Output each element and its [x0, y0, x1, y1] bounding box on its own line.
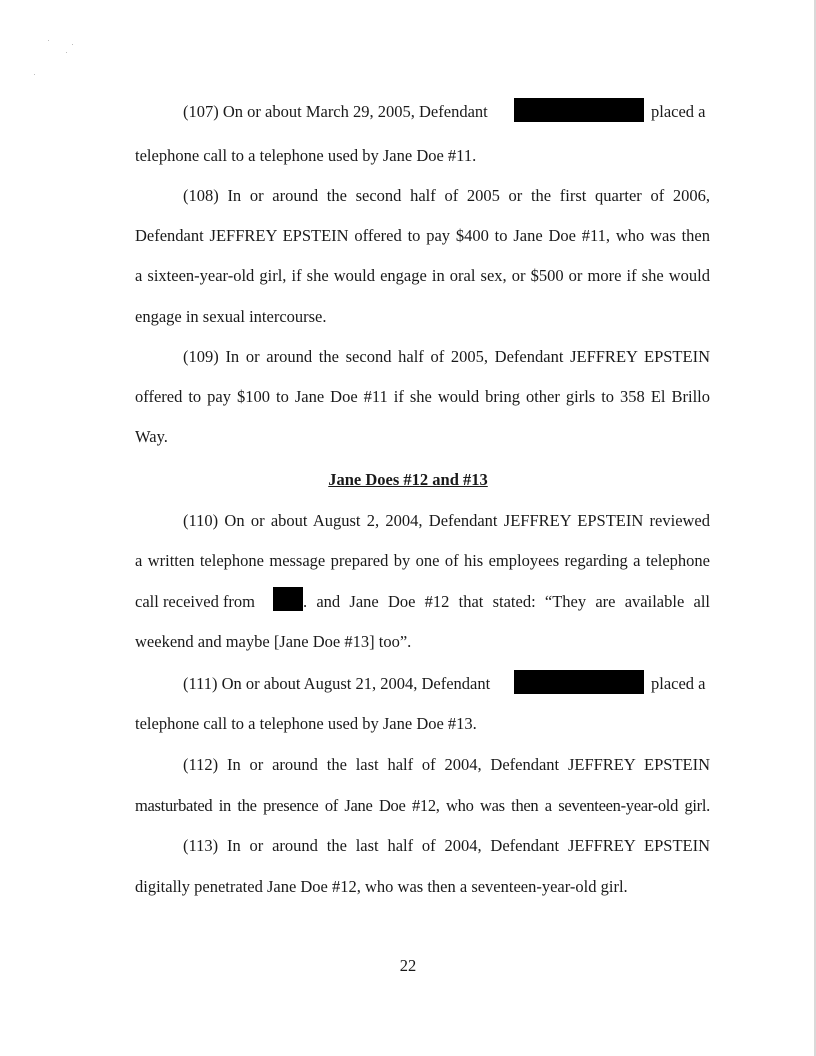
paragraph-number: (109): [183, 347, 219, 366]
paragraph-111-line-2: telephone call to a telephone used by Jane Doe #13.: [135, 714, 477, 733]
paragraph-110-line-2: a written telephone message prepared by one of his employees regarding a telephone: [135, 551, 710, 570]
paragraph-112-line-2: masturbated in the presence of Jane Doe #12, who was then a seventeen-year-old girl.: [135, 796, 710, 815]
paragraph-108-line-2: Defendant JEFFREY EPSTEIN offered to pay $400 to Jane Doe #11, who was then: [135, 226, 710, 245]
paragraph-110-line-4: weekend and maybe [Jane Doe #13] too”.: [135, 632, 412, 651]
page-number: 22: [399, 956, 417, 975]
scan-speck: [48, 40, 49, 41]
paragraph-113-line-1: [183, 836, 710, 856]
paragraph-number: (113): [183, 836, 219, 855]
paragraph-109-line-2: offered to pay $100 to Jane Doe #11 if she would bring other girls to 358 El Brillo: [135, 387, 710, 406]
paragraph-113-line-2: digitally penetrated Jane Doe #12, who was then a seventeen-year-old girl.: [135, 877, 628, 896]
paragraph-text: placed a: [651, 674, 706, 693]
scan-speck: [34, 74, 35, 75]
paragraph-text: call received from: [135, 592, 256, 611]
paragraph-number: (107): [183, 102, 219, 121]
paragraph-text: In or around the second half of 2005, Defendant JEFFREY EPSTEIN: [225, 347, 711, 366]
paragraph-text: placed a: [651, 102, 706, 121]
redaction-box: [514, 670, 644, 694]
paragraph-110-line-1: [183, 511, 710, 531]
paragraph-109-line-3: Way.: [135, 427, 168, 446]
paragraph-text: In or around the second half of 2005 or the first quarter of 2006,: [227, 186, 710, 205]
paragraph-number: (110): [183, 511, 219, 530]
redaction-box: [514, 98, 644, 122]
paragraph-number: (111): [183, 674, 218, 693]
paragraph-108-line-3: a sixteen-year-old girl, if she would engage in oral sex, or $500 or more if she would: [135, 266, 710, 285]
paragraph-text: . and Jane Doe #12 that stated: “They are available all: [303, 592, 710, 611]
redaction-box: [273, 587, 303, 611]
paragraph-108-line-1: [183, 186, 710, 206]
section-heading: Jane Does #12 and #13: [328, 470, 488, 489]
paragraph-text: In or around the last half of 2004, Defendant JEFFREY EPSTEIN: [226, 755, 711, 774]
paragraph-text: On or about August 2, 2004, Defendant JEFFREY EPSTEIN reviewed: [224, 511, 711, 530]
paragraph-109-line-1: [183, 347, 710, 367]
paragraph-112-line-1: [183, 755, 710, 775]
paragraph-number: (112): [183, 755, 219, 774]
paragraph-108-line-4: engage in sexual intercourse.: [135, 307, 327, 326]
paragraph-number: (108): [183, 186, 219, 205]
scan-speck: [72, 44, 73, 45]
paragraph-text: On or about March 29, 2005, Defendant: [222, 102, 488, 121]
paragraph-text: In or around the last half of 2004, Defendant JEFFREY EPSTEIN: [226, 836, 711, 855]
paragraph-text: On or about August 21, 2004, Defendant: [221, 674, 491, 693]
paragraph-107-line-2: telephone call to a telephone used by Jane Doe #11.: [135, 146, 477, 165]
scan-speck: [66, 52, 67, 53]
